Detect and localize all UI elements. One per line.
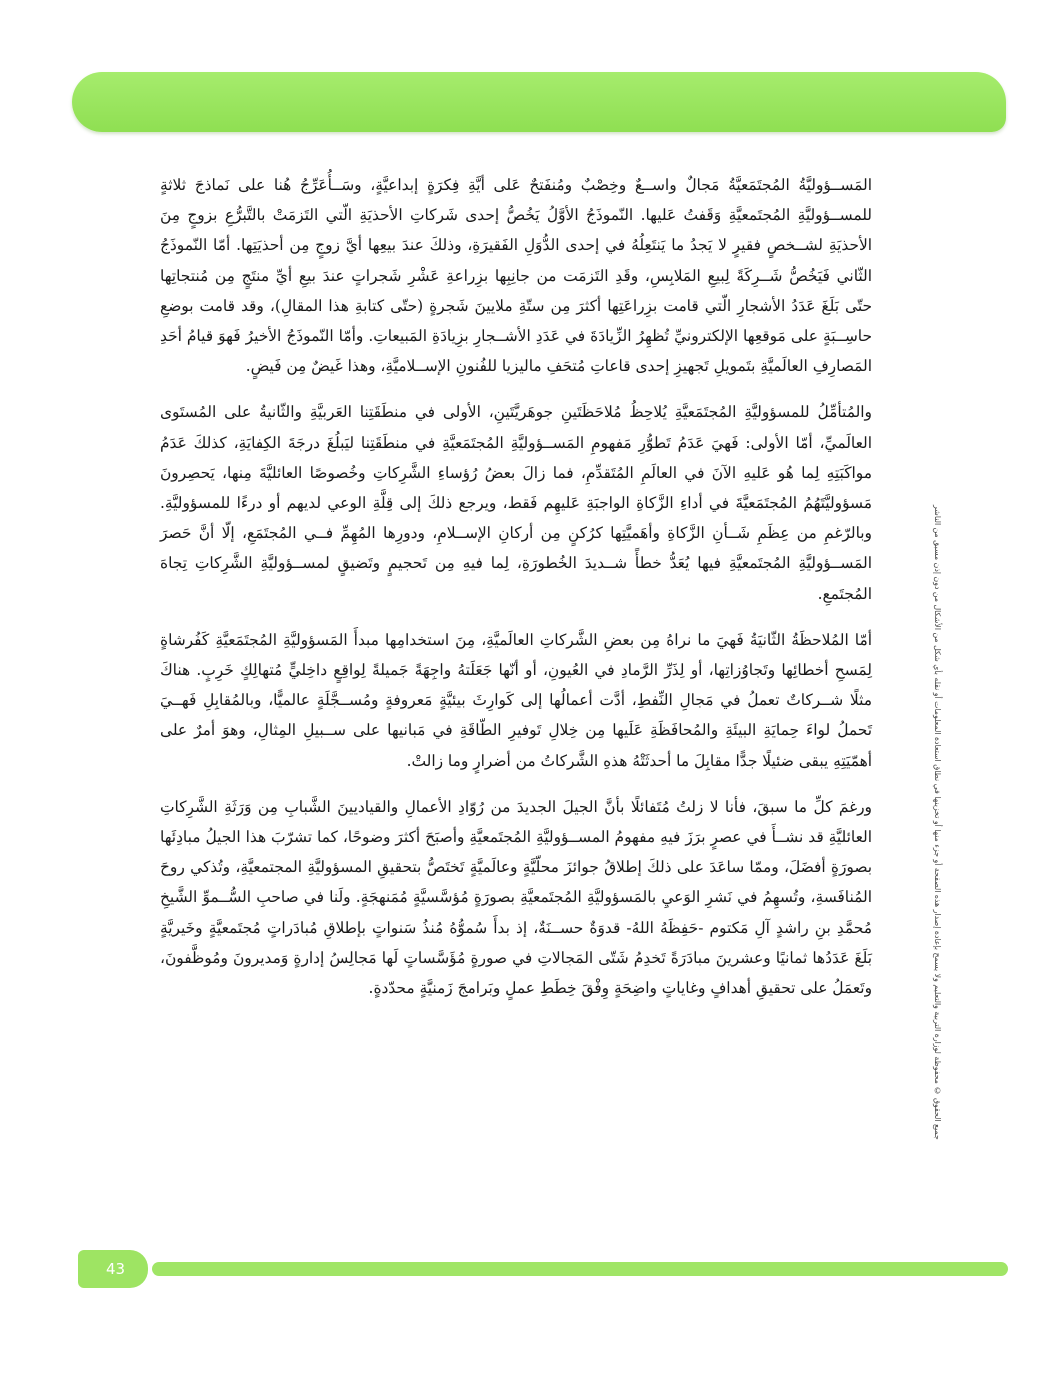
paragraph-2: والمُتأمِّلُ للمسؤوليَّةِ المُجتَمَعيَّةِ يُلاحِظُ مُلاحَظَتَينِ جوهَريَّتَينِ، الأولى في منطَقَتِنا العَربيَّةِ والثّانيةُ على المُستَوى العالَميِّ، أمّا الأولى: فَهيَ عَدَمُ تَطوُّرِ مَفهومِ المَســؤوليَّةِ المُجتَمَعيَّةِ في منطَقَتِنا ليَبلُغَ درجَةَ الكِفايَةِ، كذلكَ عَدَمُ مواكَبَتِهِ لِما هُو عَليهِ الآنَ في العالَمِ المُتَقدِّمِ، فما زالَ بعضُ رُؤساءِ الشَّرِكاتِ وخُصوصًا العائليَّةَ مِنها، يَحصِرونَ مَسؤوليَّتَهُمُ المُجتَمَعيَّةَ في أداءِ الزَّكاةِ الواجبَةِ عَليهِم فَقط، ويرجع ذلكَ إلى قِلَّةِ الوعي لديهم أو درءًا للمسؤوليَّةِ. وبالرّغمِ من عِظَمِ شَــأنِ الزَّكاةِ وأهَميَّتِها كرُكنٍ مِن أركانِ الإســلامِ، ودورِها المُهِمِّ فــي المُجتَمَعِ، إلّا أنَّ حَصرَ المَســؤوليَّةِ المُجتَمعيَّةِ فيها يُعَدُّ خطأً شــديدَ الخُطورَةِ، لِما فيهِ مِن تَحجيمٍ وتَضيقٍ لمســؤوليَّةِ الشَّرِكاتِ تِجاهَ المُجتَمعِ. (160, 403, 872, 603)
paragraph-3: أمّا المُلاحظَةُ الثّانيَةُ فَهيَ ما نراهُ مِن بعضِ الشَّركاتِ العالَميَّةِ، مِنَ استخدامِها مبدأَ المَسؤوليَّةِ المُجتَمَعيَّةِ كَفُرشاةٍ لِمَسحِ أخطائِها وتَجاوُزاتِها، أو لِذَرِّ الرَّمادِ في العُيونِ، أو أنّها جَعَلَتهُ واجِهَةً جَميلةً لِواقِعٍ داخِليٍّ مُتهالِكٍ خَرِبٍ. هناكَ مثلًا شــركاتٌ تعملُ في مَجالِ النِّفطِ، أدَّت أعمالُها إلى كَوارِثَ بيئيَّةٍ مَعروفةٍ ومُســجَّلَةٍ عالميًّا، وبالمُقابِلِ فَهــيَ تَحملُ لواءَ حِمايَةِ البيئَةِ والمُحافَظَةِ عَلَيها مِن خِلالِ تَوفيرِ الطّاقَةِ في مَبانيها على ســبيلِ المِثالِ، وهوَ أمرٌ على أهمّيَتِهِ يبقى ضئيلًا جدًّا مقابِلَ ما أحدثَتْهُ هذهِ الشَّركاتُ من أضرارٍ وما زالتْ. (160, 630, 872, 770)
copyright-side-note: جميع الحقوق © محفوظة لوزارة التربية والتعليم ولا يسمح بإعادة إصدار هذه الصفحة أو جزء منها أو تخزينها في نطاق استعادة المعلومات أو نقله بأي شكل من الأشكال من دون إذن مسبق من الناشر (933, 505, 942, 1140)
paragraph-1: المَســؤوليَّةُ المُجتَمَعيَّةُ مَجالٌ واســعٌ وخِصْبٌ ومُنفَتحٌ عَلى أيَّةِ فِكرَةٍ إبداعيَّةٍ، وسَــأُعَرِّجُ هُنا على نَماذجَ ثلاثةٍ للمســؤوليَّةِ المُجتَمعيَّةِ وَقَفتُ عَليها. النّموذَجُ الأوَّلُ يَخُصُّ إحدى شَركاتِ الأحذيَةِ الّتي التَزمَتْ بالتَّبرُّعِ بزوجٍ مِنَ الأحذيَةِ لشــخصٍ فقيرٍ لا يَجدُ ما يَنتَعِلُهُ في إحدى الدُّوَلِ الفَقيرَةِ، وذلكَ عندَ بيعِها أيَّ زوجٍ مِن أحذيَتِها. أمّا النّموذَجُ الثّاني فَيَخُصُّ شَــرِكَةً لِبيعِ المَلابِسِ، وقَدِ التَزمَت من جانِبِها بزِراعةِ عَشْرِ شَجراتٍ عندَ بيعِ أيِّ منتَجٍ مِن مُنتجاتِها حتّى بَلَغَ عَدَدُ الأشجارِ الّتي قامت بزِراعَتِها أكثرَ مِن ستّةِ ملايينَ شَجرةٍ (حتّى كتابةِ هذا المقالِ)، وقد قامت بوضعِ حاسِــبَةٍ على مَوقعِها الإلكترونيِّ تُظهِرُ الزِّيادَةَ في عَدَدِ الأشــجارِ بزِيادَةِ المَبيعاتِ. وأمّا النّموذَجُ الأخيرُ فَهوَ قيامُ أحَدِ المَصارِفِ العالَميَّةِ بتَمويلِ تَجهيزِ إحدى قاعاتِ مُتحَفِ ماليزيا للفُنونِ الإســلاميَّةِ، وهذا غَيضٌ مِن فَيضٍ. (160, 176, 872, 376)
paragraph-4: ورغمَ كلِّ ما سبقَ، فأنا لا زلتُ مُتَفائلًا بأنَّ الجيلَ الجديدَ من رُوّادِ الأعمالِ والقياديينَ الشَّبابِ مِن وَرَثَةِ الشَّرِكاتِ العائليَّةِ قد نشــأَ في عصرٍ برَزَ فيهِ مفهومُ المســؤوليَّةِ المُجتَمعيَّةِ وأصبَحَ أكثرَ وضوحًا، كما تشرّبَ هذا الجيلُ مبادِئَها بصورَةٍ أفضَلَ، وممّا ساعَدَ على ذلكَ إطلاقُ جوائزَ محلّيَّةٍ وعالَميَّةٍ تَختَصُّ بتحقيقِ المسؤوليَّةِ المجتمعيَّةِ، وتُذكي روحَ المُنافَسةِ، وتُسهِمُ في نَشرِ الوَعيِ بالمَسؤوليَّةِ المُجتَمعيَّةِ بصورَةٍ مُؤسَّسيَّةٍ مُمَنهجَةٍ. ولَنا في صاحبِ السُّــموِّ الشَّيخِ مُحمَّدِ بنِ راشدٍ آلِ مَكتوم -حَفِظَهُ اللهُ- قدوَةٌ حســنَةٌ، إذ بدأَ سُموُّهُ مُنذُ سَنواتٍ بإطلاقِ مُبادَراتٍ مُجتَمعيَّةٍ وخَيريَّةٍ بَلَغَ عَدَدُها ثمانيًا وعشرينَ مبادَرَةً تَخدِمُ شَتّى المَجالاتِ في صورةٍ مُؤَسَّساتٍ لَها مَجالِسُ إدارةٍ وَمديرونَ ومُوظَّفونَ، وتَعمَلُ على تحقيقِ أهدافٍ وغاياتٍ واضِحَةٍ وِفْقَ خِطَطِ عملٍ وبَرامجَ زَمنيَّةٍ محدّدةٍ. (160, 797, 872, 998)
article-body (160, 170, 872, 1019)
footer-bar (152, 1262, 1008, 1276)
page-number-badge (78, 1250, 148, 1288)
page-number: 43 (106, 1260, 126, 1278)
header-bar (72, 72, 1006, 132)
